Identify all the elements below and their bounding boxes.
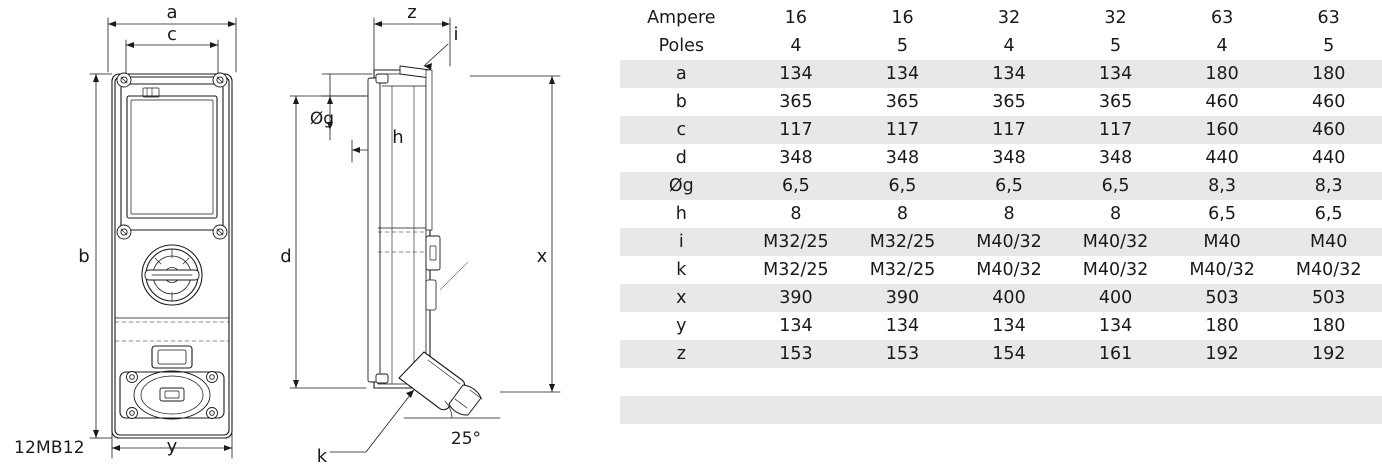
table-header-ampere [620, 4, 1382, 32]
row-label-z: z [620, 340, 743, 368]
spacer-cell [743, 368, 850, 396]
footer-cell [1062, 396, 1169, 424]
cell-b-3: 365 [956, 88, 1063, 116]
table-row [620, 60, 1382, 88]
cell-c-6: 460 [1275, 116, 1382, 144]
row-label-x: x [620, 284, 743, 312]
cell-k-1: M32/25 [743, 256, 850, 284]
footer-cell [849, 396, 956, 424]
cell-k-2: M32/25 [849, 256, 956, 284]
cell-z-2: 153 [849, 340, 956, 368]
label-y: y [166, 436, 178, 457]
label-z: z [407, 2, 417, 23]
cell-i-3: M40/32 [956, 228, 1063, 256]
spacer-cell [956, 368, 1063, 396]
cell-a-1: 134 [743, 60, 850, 88]
cell-k-4: M40/32 [1062, 256, 1169, 284]
label-x: x [536, 246, 548, 267]
cell-d-3: 348 [956, 144, 1063, 172]
row-label-b: b [620, 88, 743, 116]
cell-h-2: 8 [849, 200, 956, 228]
cell-h-4: 8 [1062, 200, 1169, 228]
row-label-d: d [620, 144, 743, 172]
spec-table [620, 4, 1382, 424]
table-row [620, 116, 1382, 144]
cell-z-6: 192 [1275, 340, 1382, 368]
dim-d [290, 96, 366, 388]
header-label-ampere: Ampere [620, 4, 743, 32]
header-poles-3: 4 [956, 32, 1063, 60]
row-label-k: k [620, 256, 743, 284]
label-a: a [166, 2, 178, 23]
header-poles-4: 5 [1062, 32, 1169, 60]
dim-z [374, 18, 450, 70]
header-poles-6: 5 [1275, 32, 1382, 60]
cell-y-6: 180 [1275, 312, 1382, 340]
cell-a-2: 134 [849, 60, 956, 88]
footer-cell [620, 396, 743, 424]
cell-b-4: 365 [1062, 88, 1169, 116]
table-row [620, 88, 1382, 116]
cell-dia-g-4: 6,5 [1062, 172, 1169, 200]
technical-drawing [0, 0, 620, 472]
header-label-poles: Poles [620, 32, 743, 60]
label-d: d [280, 246, 292, 267]
footer-cell [743, 396, 850, 424]
label-dia-g: Øg [309, 109, 335, 129]
cell-h-6: 6,5 [1275, 200, 1382, 228]
cell-h-1: 8 [743, 200, 850, 228]
header-poles-5: 4 [1169, 32, 1276, 60]
cell-c-5: 160 [1169, 116, 1276, 144]
label-c: c [167, 24, 177, 45]
cell-h-3: 8 [956, 200, 1063, 228]
cell-y-4: 134 [1062, 312, 1169, 340]
cell-b-2: 365 [849, 88, 956, 116]
label-i: i [453, 24, 459, 45]
cell-c-4: 117 [1062, 116, 1169, 144]
cell-d-2: 348 [849, 144, 956, 172]
cell-a-6: 180 [1275, 60, 1382, 88]
cell-d-6: 440 [1275, 144, 1382, 172]
cell-c-2: 117 [849, 116, 956, 144]
table-footer-row [620, 396, 1382, 424]
header-poles-2: 5 [849, 32, 956, 60]
cell-b-1: 365 [743, 88, 850, 116]
cell-x-4: 400 [1062, 284, 1169, 312]
spacer-cell [620, 368, 743, 396]
table-spacer-row [620, 368, 1382, 396]
spec-table-wrap [620, 0, 1382, 472]
header-ampere-5: 63 [1169, 4, 1276, 32]
cell-z-4: 161 [1062, 340, 1169, 368]
cell-z-5: 192 [1169, 340, 1276, 368]
header-ampere-6: 63 [1275, 4, 1382, 32]
cell-y-5: 180 [1169, 312, 1276, 340]
footer-cell [1169, 396, 1276, 424]
label-k: k [316, 446, 328, 467]
table-header-poles [620, 32, 1382, 60]
cell-k-3: M40/32 [956, 256, 1063, 284]
table-row [620, 172, 1382, 200]
cell-i-1: M32/25 [743, 228, 850, 256]
dim-dia-g [322, 74, 372, 140]
cell-i-4: M40/32 [1062, 228, 1169, 256]
cell-c-3: 117 [956, 116, 1063, 144]
label-angle: 25° [450, 429, 482, 449]
cell-z-3: 154 [956, 340, 1063, 368]
cell-d-1: 348 [743, 144, 850, 172]
table-row [620, 144, 1382, 172]
table-row [620, 256, 1382, 284]
part-code: 12MB12 [14, 438, 85, 458]
cell-d-4: 348 [1062, 144, 1169, 172]
spacer-cell [1062, 368, 1169, 396]
header-ampere-1: 16 [743, 4, 850, 32]
cell-a-4: 134 [1062, 60, 1169, 88]
header-ampere-3: 32 [956, 4, 1063, 32]
label-b: b [78, 246, 90, 267]
cell-y-1: 134 [743, 312, 850, 340]
header-poles-1: 4 [743, 32, 850, 60]
cell-x-3: 400 [956, 284, 1063, 312]
dim-b [90, 74, 112, 438]
cell-dia-g-1: 6,5 [743, 172, 850, 200]
cell-x-2: 390 [849, 284, 956, 312]
cell-dia-g-2: 6,5 [849, 172, 956, 200]
cell-x-5: 503 [1169, 284, 1276, 312]
row-label-a: a [620, 60, 743, 88]
rotary-switch [142, 245, 202, 305]
cell-d-5: 440 [1169, 144, 1276, 172]
cell-x-1: 390 [743, 284, 850, 312]
spacer-cell [849, 368, 956, 396]
cell-k-5: M40/32 [1169, 256, 1276, 284]
cell-a-5: 180 [1169, 60, 1276, 88]
cell-x-6: 503 [1275, 284, 1382, 312]
table-row [620, 340, 1382, 368]
cell-h-5: 6,5 [1169, 200, 1276, 228]
cell-y-2: 134 [849, 312, 956, 340]
cell-dia-g-3: 6,5 [956, 172, 1063, 200]
footer-cell [956, 396, 1063, 424]
cell-i-6: M40 [1275, 228, 1382, 256]
row-label-y: y [620, 312, 743, 340]
label-h: h [392, 127, 404, 148]
drawing-svg [0, 0, 620, 472]
cell-a-3: 134 [956, 60, 1063, 88]
header-ampere-2: 16 [849, 4, 956, 32]
cell-b-5: 460 [1169, 88, 1276, 116]
table-row [620, 200, 1382, 228]
cell-dia-g-6: 8,3 [1275, 172, 1382, 200]
table-row [620, 228, 1382, 256]
cell-k-6: M40/32 [1275, 256, 1382, 284]
row-label-dia-g: Øg [620, 172, 743, 200]
spacer-cell [1169, 368, 1276, 396]
footer-cell [1275, 396, 1382, 424]
cell-dia-g-5: 8,3 [1169, 172, 1276, 200]
cell-y-3: 134 [956, 312, 1063, 340]
header-ampere-4: 32 [1062, 4, 1169, 32]
table-row [620, 312, 1382, 340]
cell-z-1: 153 [743, 340, 850, 368]
cell-c-1: 117 [743, 116, 850, 144]
row-label-c: c [620, 116, 743, 144]
cell-b-6: 460 [1275, 88, 1382, 116]
row-label-i: i [620, 228, 743, 256]
cell-i-5: M40 [1169, 228, 1276, 256]
dim-x [470, 76, 560, 392]
row-label-h: h [620, 200, 743, 228]
cell-i-2: M32/25 [849, 228, 956, 256]
spacer-cell [1275, 368, 1382, 396]
table-row [620, 284, 1382, 312]
